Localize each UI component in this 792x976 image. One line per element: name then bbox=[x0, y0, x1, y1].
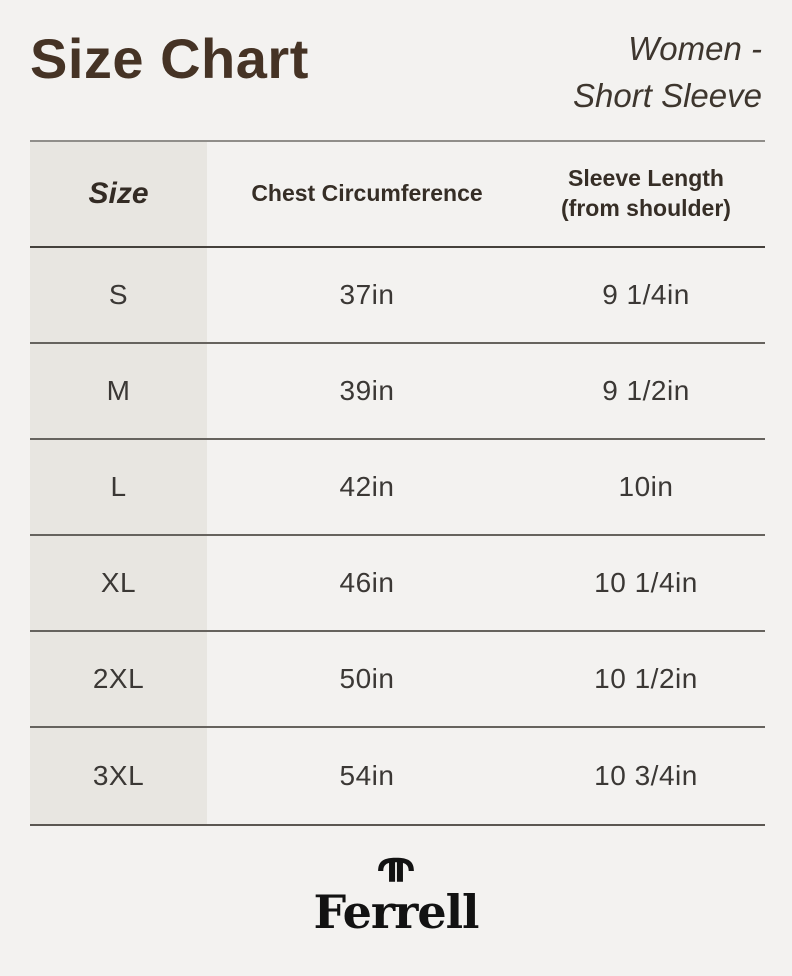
chest-cell: 37in bbox=[339, 278, 395, 310]
table-row-2xl bbox=[30, 632, 765, 728]
size-cell: S bbox=[30, 248, 207, 342]
column-header-size: Size bbox=[30, 142, 207, 246]
table-row-m bbox=[30, 344, 765, 440]
header bbox=[0, 0, 792, 120]
table-header-row bbox=[30, 142, 765, 248]
column-header-sleeve bbox=[527, 142, 765, 246]
page-title: Size Chart bbox=[30, 27, 309, 90]
brand-name: Ferrell bbox=[313, 884, 479, 939]
subtitle-line-1: Women - bbox=[628, 30, 762, 67]
chest-cell: 50in bbox=[339, 662, 395, 694]
sleeve-cell: 10in bbox=[618, 470, 674, 502]
column-header-sleeve-label: Sleeve Length (from shoulder) bbox=[561, 164, 731, 221]
column-header-chest: Chest Circumference bbox=[251, 179, 483, 206]
sleeve-cell: 10 3/4in bbox=[594, 759, 698, 791]
sleeve-cell: 10 1/4in bbox=[594, 566, 698, 598]
size-cell: M bbox=[30, 344, 207, 438]
chest-cell: 39in bbox=[339, 374, 395, 406]
size-table bbox=[30, 140, 765, 826]
table-row-s bbox=[30, 248, 765, 344]
brand-footer bbox=[0, 854, 792, 938]
subtitle-line-2: Short Sleeve bbox=[573, 76, 762, 114]
brand-monogram-icon bbox=[373, 854, 419, 886]
sleeve-cell: 9 1/4in bbox=[602, 278, 690, 310]
size-cell: XL bbox=[30, 536, 207, 630]
chest-cell: 42in bbox=[339, 470, 395, 502]
size-cell: 3XL bbox=[30, 728, 207, 824]
table-row-3xl bbox=[30, 728, 765, 824]
chest-cell: 54in bbox=[339, 759, 395, 791]
page-subtitle bbox=[573, 26, 762, 120]
size-cell: L bbox=[30, 440, 207, 534]
chest-cell: 46in bbox=[339, 566, 395, 598]
sleeve-cell: 9 1/2in bbox=[602, 374, 690, 406]
sleeve-cell: 10 1/2in bbox=[594, 662, 698, 694]
table-row-l bbox=[30, 440, 765, 536]
size-cell: 2XL bbox=[30, 632, 207, 726]
table-row-xl bbox=[30, 536, 765, 632]
